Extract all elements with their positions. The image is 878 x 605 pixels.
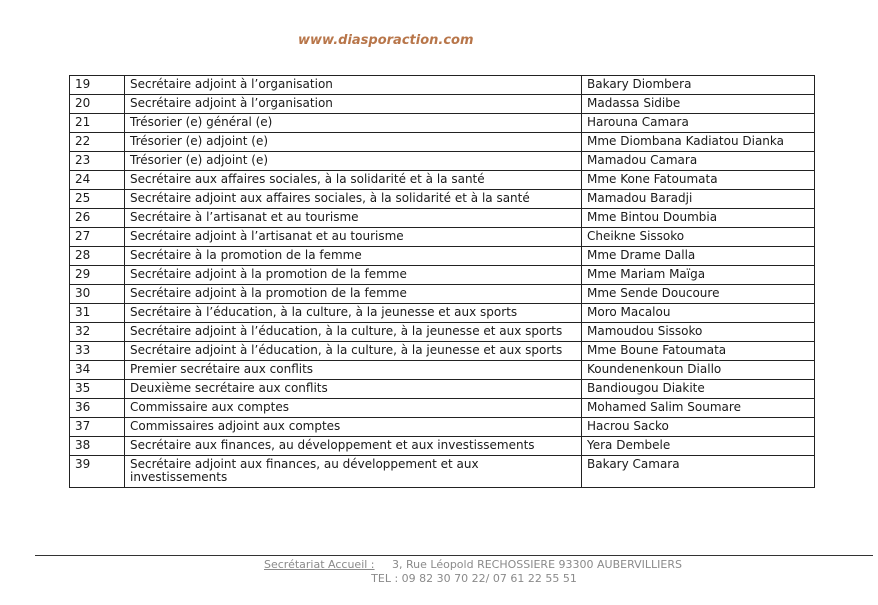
role-cell: Secrétaire adjoint à l’artisanat et au tourisme — [125, 228, 582, 247]
role-cell: Trésorier (e) adjoint (e) — [125, 152, 582, 171]
row-number-cell: 37 — [70, 418, 125, 437]
row-number-cell: 23 — [70, 152, 125, 171]
footer-divider — [35, 555, 873, 556]
role-cell: Commissaire aux comptes — [125, 399, 582, 418]
row-number-cell: 24 — [70, 171, 125, 190]
site-url-link[interactable]: www.diasporaction.com — [298, 33, 474, 48]
person-cell: Mme Mariam Maïga — [582, 266, 815, 285]
person-cell: Mamadou Camara — [582, 152, 815, 171]
role-cell: Secrétaire à la promotion de la femme — [125, 247, 582, 266]
role-cell: Secrétaire à l’éducation, à la culture, à la jeunesse et aux sports — [125, 304, 582, 323]
row-number-cell: 38 — [70, 437, 125, 456]
role-cell: Secrétaire adjoint à l’organisation — [125, 95, 582, 114]
footer-address: 3, Rue Léopold RECHOSSIERE 93300 AUBERVILLIERS — [392, 558, 682, 571]
person-cell: Mamadou Baradji — [582, 190, 815, 209]
footer-spacer — [378, 558, 389, 571]
table-row — [70, 95, 815, 114]
row-number-cell: 21 — [70, 114, 125, 133]
table-row — [70, 209, 815, 228]
row-number-cell: 32 — [70, 323, 125, 342]
row-number-cell: 19 — [70, 76, 125, 95]
table-row — [70, 323, 815, 342]
role-cell: Secrétaire adjoint à l’éducation, à la culture, à la jeunesse et aux sports — [125, 323, 582, 342]
table-row — [70, 247, 815, 266]
table-row — [70, 285, 815, 304]
role-cell: Premier secrétaire aux conflits — [125, 361, 582, 380]
table-row — [70, 228, 815, 247]
role-cell: Trésorier (e) adjoint (e) — [125, 133, 582, 152]
role-cell: Trésorier (e) général (e) — [125, 114, 582, 133]
person-cell: Cheikne Sissoko — [582, 228, 815, 247]
table-row — [70, 152, 815, 171]
person-cell: Moro Macalou — [582, 304, 815, 323]
person-cell: Madassa Sidibe — [582, 95, 815, 114]
table-row — [70, 304, 815, 323]
person-cell: Koundenenkoun Diallo — [582, 361, 815, 380]
person-cell: Mohamed Salim Soumare — [582, 399, 815, 418]
person-cell: Bakary Camara — [582, 456, 815, 488]
person-cell: Mme Sende Doucoure — [582, 285, 815, 304]
footer-phone: TEL : 09 82 30 70 22/ 07 61 22 55 51 — [371, 572, 577, 585]
row-number-cell: 28 — [70, 247, 125, 266]
table-row — [70, 418, 815, 437]
row-number-cell: 22 — [70, 133, 125, 152]
table-row — [70, 361, 815, 380]
role-cell: Secrétaire adjoint à l’éducation, à la culture, à la jeunesse et aux sports — [125, 342, 582, 361]
row-number-cell: 34 — [70, 361, 125, 380]
row-number-cell: 20 — [70, 95, 125, 114]
row-number-cell: 30 — [70, 285, 125, 304]
row-number-cell: 36 — [70, 399, 125, 418]
person-cell: Bakary Diombera — [582, 76, 815, 95]
table-row — [70, 437, 815, 456]
row-number-cell: 27 — [70, 228, 125, 247]
footer-phone-line — [0, 572, 878, 586]
person-cell: Mme Drame Dalla — [582, 247, 815, 266]
table-row — [70, 380, 815, 399]
table-row — [70, 171, 815, 190]
role-cell: Secrétaire aux affaires sociales, à la solidarité et à la santé — [125, 171, 582, 190]
table-row — [70, 266, 815, 285]
table-row — [70, 76, 815, 95]
table-row — [70, 399, 815, 418]
person-cell: Mme Diombana Kadiatou Dianka — [582, 133, 815, 152]
person-cell: Mme Kone Fatoumata — [582, 171, 815, 190]
role-cell: Secrétaire adjoint à l’organisation — [125, 76, 582, 95]
role-cell: Secrétaire adjoint à la promotion de la femme — [125, 266, 582, 285]
role-cell: Secrétaire adjoint aux affaires sociales, à la solidarité et à la santé — [125, 190, 582, 209]
footer-address-line — [0, 558, 878, 572]
row-number-cell: 39 — [70, 456, 125, 488]
table-row — [70, 456, 815, 488]
committee-table — [69, 75, 815, 488]
person-cell: Yera Dembele — [582, 437, 815, 456]
row-number-cell: 31 — [70, 304, 125, 323]
row-number-cell: 35 — [70, 380, 125, 399]
table-row — [70, 133, 815, 152]
role-cell: Commissaires adjoint aux comptes — [125, 418, 582, 437]
person-cell: Mme Boune Fatoumata — [582, 342, 815, 361]
table-row — [70, 342, 815, 361]
role-cell: Secrétaire aux finances, au développement et aux investissements — [125, 437, 582, 456]
person-cell: Bandiougou Diakite — [582, 380, 815, 399]
role-cell: Secrétaire adjoint aux finances, au développement et aux investissements — [125, 456, 582, 488]
table-row — [70, 190, 815, 209]
row-number-cell: 26 — [70, 209, 125, 228]
role-cell: Secrétaire adjoint à la promotion de la femme — [125, 285, 582, 304]
person-cell: Mme Bintou Doumbia — [582, 209, 815, 228]
row-number-cell: 29 — [70, 266, 125, 285]
role-cell: Secrétaire à l’artisanat et au tourisme — [125, 209, 582, 228]
person-cell: Harouna Camara — [582, 114, 815, 133]
person-cell: Hacrou Sacko — [582, 418, 815, 437]
committee-table-body — [70, 76, 815, 488]
table-row — [70, 114, 815, 133]
row-number-cell: 25 — [70, 190, 125, 209]
person-cell: Mamoudou Sissoko — [582, 323, 815, 342]
page-footer — [0, 558, 878, 586]
row-number-cell: 33 — [70, 342, 125, 361]
role-cell: Deuxième secrétaire aux conflits — [125, 380, 582, 399]
footer-office-label: Secrétariat Accueil : — [264, 558, 375, 571]
